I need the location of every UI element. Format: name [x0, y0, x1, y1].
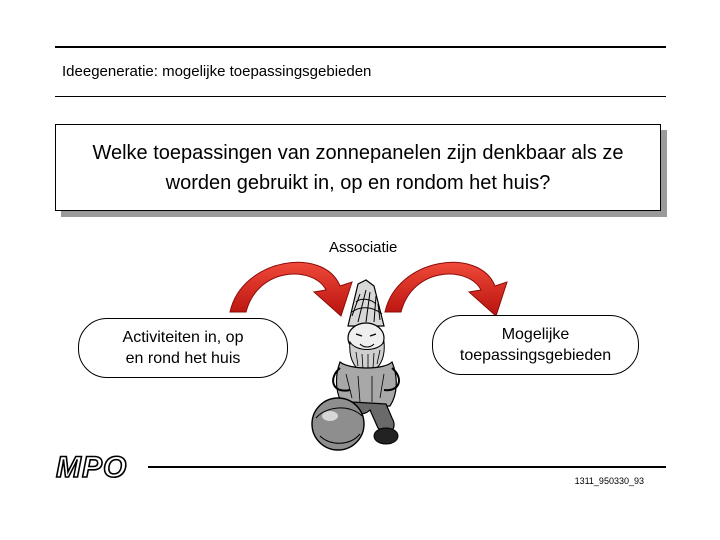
applications-bubble — [432, 315, 639, 375]
activities-bubble — [78, 318, 288, 378]
association-label: Associatie — [329, 239, 398, 256]
page-title: Ideegeneratie: mogelijke toepassingsgebieden — [62, 63, 372, 80]
question-box — [55, 124, 661, 211]
mpo-logo — [52, 451, 152, 481]
applications-bubble-line-1: Mogelijke — [501, 326, 570, 343]
gnome-on-ball-illustration — [300, 278, 430, 463]
header-bottom-rule — [55, 96, 666, 97]
activities-bubble-line-1: Activiteiten in, op — [122, 329, 244, 346]
question-line-2: worden gebruikt in, op en rondom het huis? — [165, 171, 551, 194]
slide-code: 1311_950330_93 — [574, 476, 644, 486]
header-top-rule — [55, 46, 666, 48]
activities-bubble-line-2: en rond het huis — [125, 350, 241, 367]
applications-bubble-line-2: toepassingsgebieden — [459, 347, 612, 364]
mpo-logo-text: MPO — [56, 451, 128, 481]
footer-rule — [148, 466, 666, 468]
question-line-1: Welke toepassingen van zonnepanelen zijn denkbaar als ze — [92, 141, 624, 164]
